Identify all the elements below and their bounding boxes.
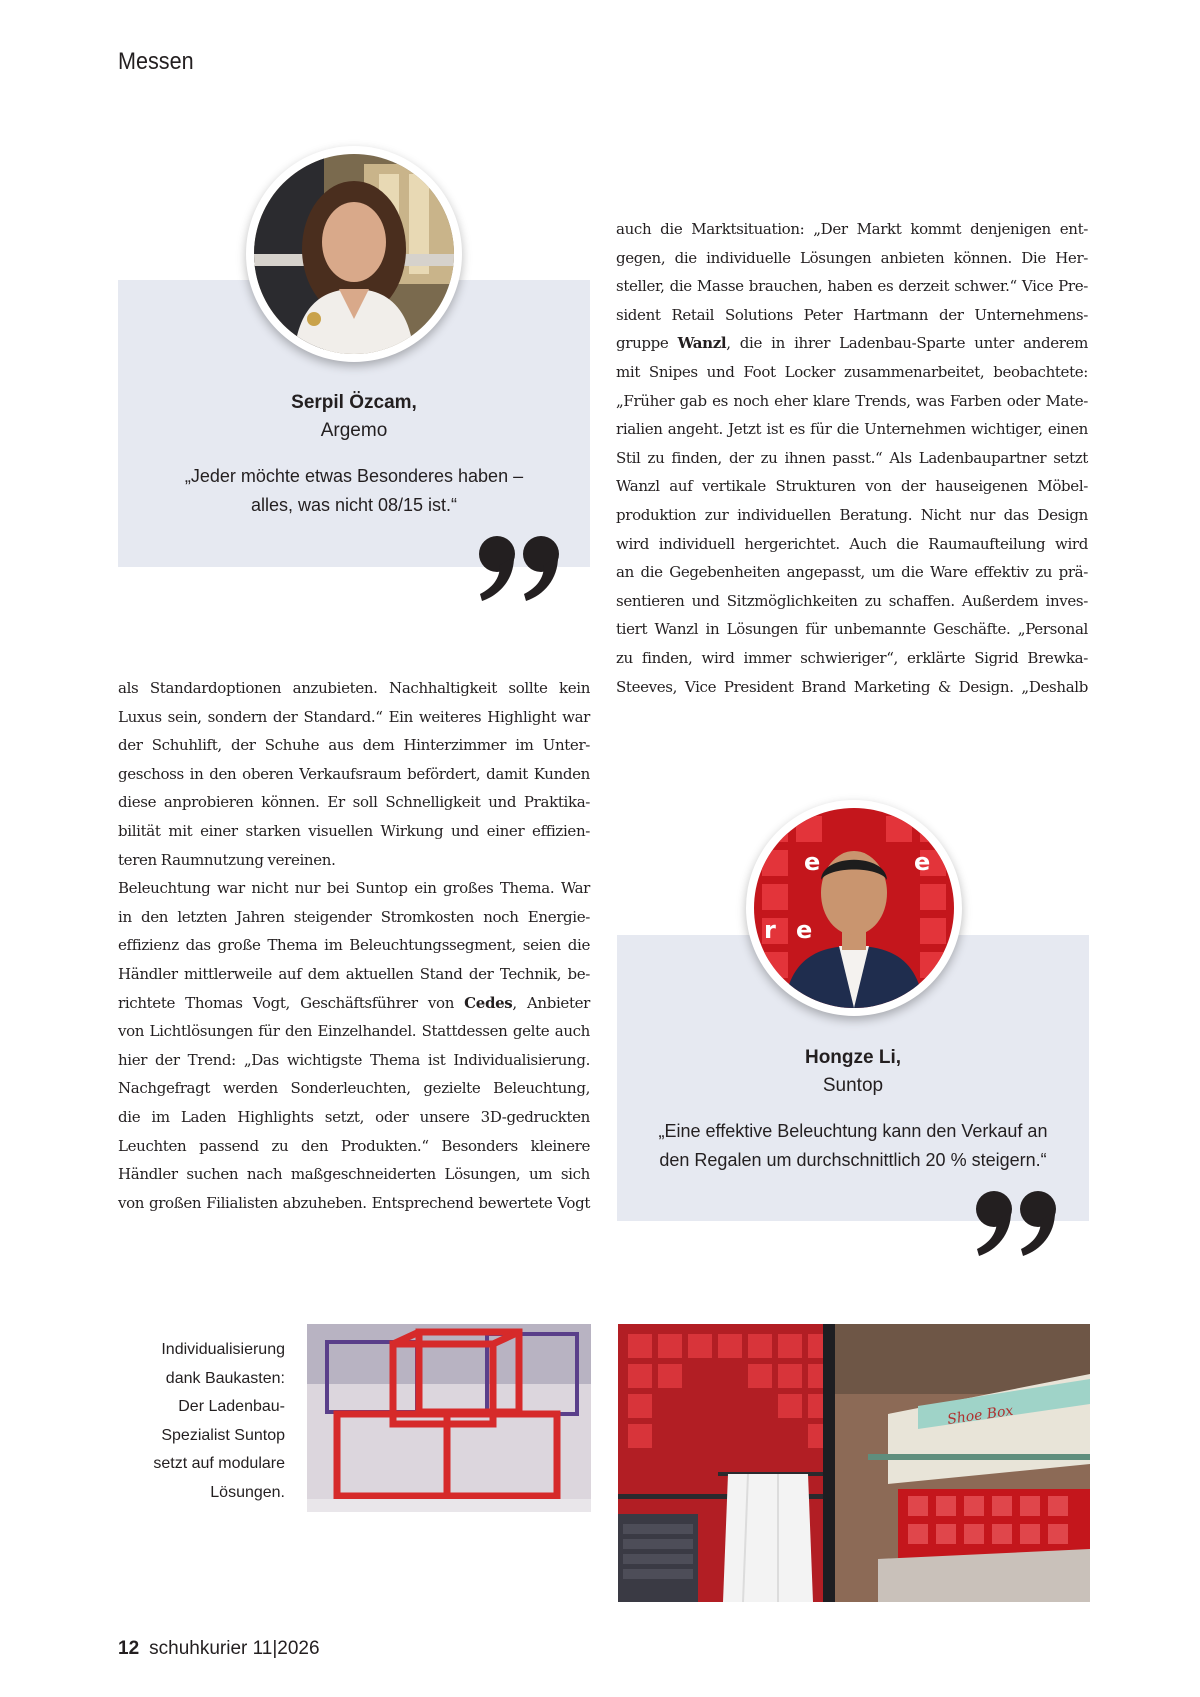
body-line: wird individuell hergerichtet. Auch die Raumaufteilung wird: [616, 534, 1088, 553]
body-line: Nachgefragt werden Sonderleuchten, gezielte Beleuchtung,: [118, 1079, 590, 1098]
body-line: der Schuhlift, der Schuhe aus dem Hinterzimmer im Unter-: [118, 736, 590, 755]
body-line: an die Gegebenheiten angepasst, um die Ware effektiv zu prä-: [616, 563, 1088, 582]
page-number: 12: [118, 1638, 140, 1659]
body-line: die im Laden Highlights setzt, oder unsere 3D-gedruckten: [118, 1107, 590, 1126]
caption-line: Spezialist Suntop: [161, 1426, 285, 1444]
quote-line: „Jeder möchte etwas Besonderes haben –: [184, 466, 524, 486]
quote-name: Hongze Li,: [804, 1047, 902, 1068]
body-line: steller, die Masse brauchen, haben es derzeit schwer.“ Vice Pre-: [616, 277, 1088, 296]
body-line: Wanzl auf vertikale Strukturen von der hauseigenen Möbel-: [616, 477, 1088, 496]
store-sign-letter: e: [914, 848, 931, 876]
store-sign-letter: e: [796, 916, 813, 944]
body-line: tiert Wanzl in Lösungen für unbemannte Geschäfte. „Personal: [616, 620, 1088, 639]
body-line: Beleuchtung war nicht nur bei Suntop ein großes Thema. War: [118, 879, 590, 898]
quote-text: [617, 1117, 1089, 1175]
body-line: richtete Thomas Vogt, Geschäftsführer von Cedes, Anbieter: [118, 993, 590, 1012]
body-line: mit Snipes und Foot Locker zusammenarbeitet, beobachtete:: [616, 362, 1088, 381]
body-line: hier der Trend: „Das wichtigste Thema ist Individualisierung.: [118, 1050, 590, 1069]
quote-line: den Regalen um durchschnittlich 20 % steigern.“: [659, 1150, 1047, 1170]
quote-company: Argemo: [320, 420, 388, 441]
body-line: teren Raumnutzung vereinen.: [118, 850, 336, 869]
quotation-mark-icon: [478, 535, 568, 603]
company-name-cedes: Cedes: [464, 993, 513, 1012]
caption-line: setzt auf modulare: [153, 1455, 285, 1472]
body-line: als Standardoptionen anzubieten. Nachhaltigkeit sollte kein: [118, 679, 590, 697]
body-text-right-column: [616, 215, 1088, 701]
body-line: sentieren und Sitzmöglichkeiten zu schaffen. Außerdem inves-: [616, 591, 1088, 610]
body-line: Händler suchen nach maßgeschneiderten Lösungen, um sich: [118, 1165, 590, 1184]
photo-modular-shelving: [307, 1324, 591, 1512]
body-line: Luxus sein, sondern der Standard.“ Ein weiteres Highlight war: [118, 707, 590, 726]
section-label: Messen: [118, 48, 194, 75]
body-line: Leuchten passend zu den Produkten.“ Besonders kleinere: [118, 1136, 590, 1155]
body-line: effizienz das große Thema im Beleuchtungssegment, seien die: [118, 936, 590, 955]
quotation-mark-icon: [975, 1190, 1065, 1258]
body-line: rialien angeht. Jetzt ist es für die Unternehmen wichtiger, einen: [616, 420, 1088, 439]
quote-company: Suntop: [822, 1075, 884, 1096]
body-line: gegen, die individuelle Lösungen anbieten können. Die Her-: [616, 248, 1088, 267]
page-footer: [118, 1638, 320, 1660]
body-text-left-column: [118, 674, 590, 1217]
body-line: diese anprobieren können. Er soll Schnelligkeit und Praktika-: [118, 793, 590, 812]
portrait-hongze-li: [746, 800, 962, 1016]
body-line: sident Retail Solutions Peter Hartmann der Unternehmens-: [616, 305, 1088, 324]
publication-name: schuhkurier 11|2026: [149, 1638, 320, 1659]
body-line: Stil zu finden, der zu ihnen passt.“ Als Ladenbaupartner setzt: [616, 448, 1088, 467]
body-line: auch die Marktsituation: „Der Markt kommt denjenigen ent-: [616, 220, 1088, 238]
quote-line: „Eine effektive Beleuchtung kann den Verkauf an: [658, 1121, 1048, 1141]
caption-line: dank Baukasten:: [165, 1369, 285, 1387]
shoebox-label: Shoe Box: [946, 1402, 1015, 1428]
body-line: bilität mit einer starken visuellen Wirkung und einer effizien-: [118, 821, 590, 840]
caption-line: Lösungen.: [210, 1483, 285, 1501]
caption-line: Der Ladenbau-: [178, 1398, 285, 1415]
company-name-wanzl: Wanzl: [677, 334, 727, 353]
body-line: produktion zur individuellen Beratung. Nicht nur das Design: [616, 505, 1088, 524]
caption-line: Individualisierung: [161, 1341, 285, 1358]
quote-line: alles, was nicht 08/15 ist.“: [250, 495, 458, 515]
quote-name: Serpil Özcam,: [291, 392, 417, 413]
store-sign-letter: e: [804, 848, 821, 876]
body-line: Händler mittlerweile auf dem aktuellen Stand der Technik, be-: [118, 964, 590, 983]
body-line: zu finden, wird immer schwieriger“, erklärte Sigrid Brewka-: [616, 648, 1088, 667]
photo-caption: [130, 1336, 285, 1507]
body-line: von Lichtlösungen für den Einzelhandel. Stattdessen gelte auch: [118, 1022, 590, 1041]
photo-store-interior: [618, 1324, 1090, 1602]
portrait-serpil-ozcam: [246, 146, 462, 362]
body-line: „Früher gab es noch eher klare Trends, was Farben oder Mate-: [616, 391, 1088, 410]
body-line: gruppe Wanzl, die in ihrer Ladenbau-Sparte unter anderem: [616, 334, 1088, 353]
quote-text: [118, 462, 590, 520]
store-sign-letter: r: [764, 916, 776, 944]
body-line: Steeves, Vice President Brand Marketing & Design. „Deshalb: [616, 677, 1088, 696]
body-line: in den letzten Jahren steigender Stromkosten noch Energie-: [118, 907, 590, 926]
body-line: geschoss in den oberen Verkaufsraum befördert, damit Kunden: [118, 764, 590, 783]
body-line: von großen Filialisten abzuheben. Entsprechend bewertete Vogt: [118, 1193, 590, 1212]
